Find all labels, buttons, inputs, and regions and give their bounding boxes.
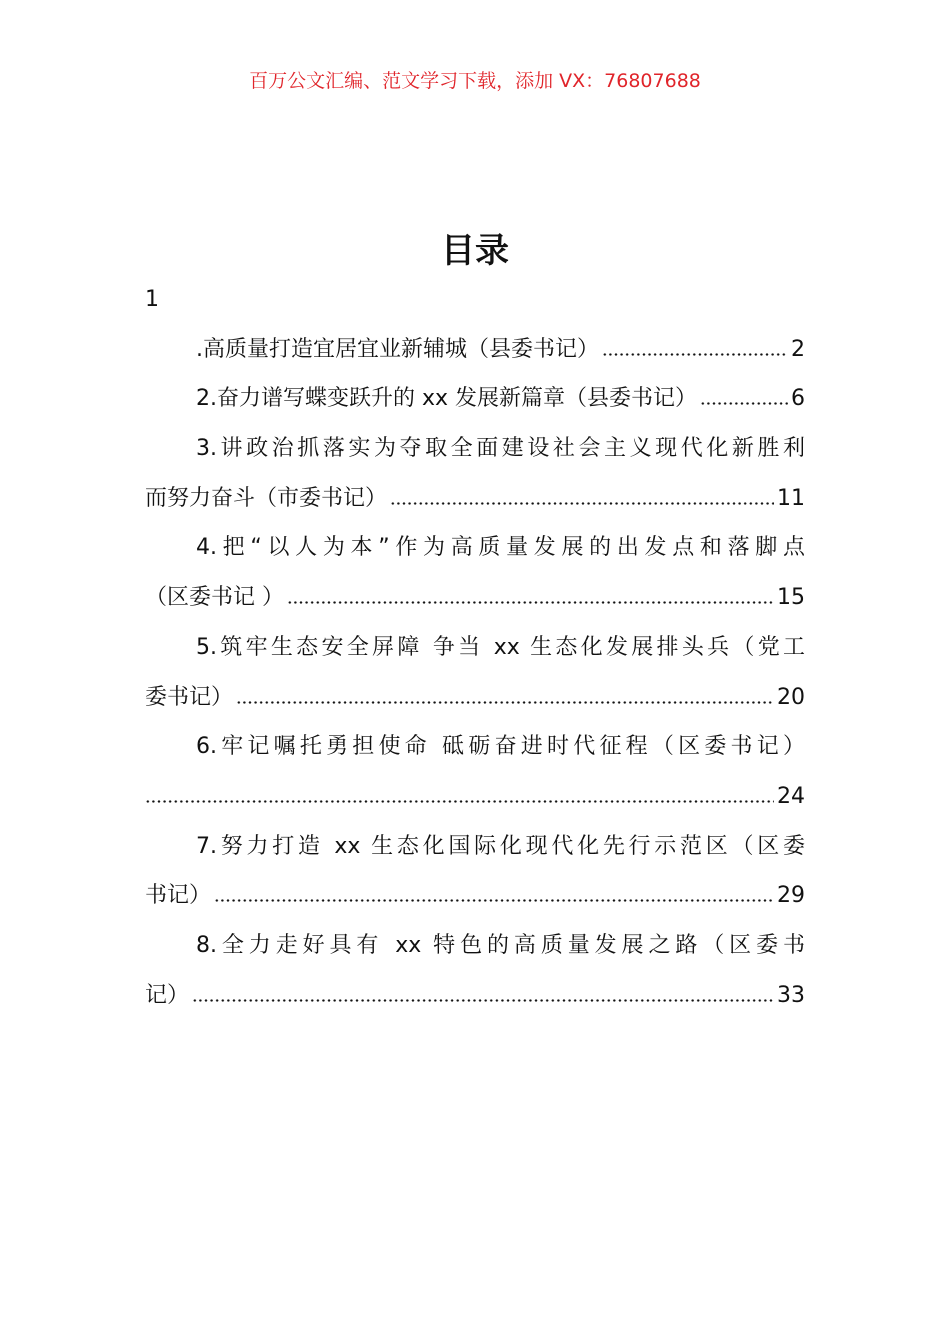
toc-entry-title: 8.全力走好具有 xx 特色的高质量发展之路（区委书 <box>196 932 805 958</box>
toc-entry-title: .高质量打造宜居宜业新辅城（县委书记） <box>196 336 599 362</box>
dot-leader <box>236 701 774 704</box>
toc-entry-title-cont: （区委书记 ） <box>145 585 284 611</box>
toc-entry-title-cont: 而努力奋斗（市委书记） <box>145 485 388 511</box>
toc-page-number: 6 <box>791 386 805 412</box>
toc-entry-title-cont: 委书记） <box>145 684 234 710</box>
toc-entry-6[interactable] <box>145 722 805 821</box>
toc-page-number: 33 <box>777 982 805 1008</box>
toc-entry-1[interactable] <box>145 325 805 375</box>
toc-entry-4[interactable] <box>145 523 805 622</box>
toc-entry-3[interactable] <box>145 424 805 523</box>
toc-page-number: 24 <box>777 783 805 809</box>
toc-entry-title: 7.努力打造 xx 生态化国际化现代化先行示范区（区委 <box>196 833 805 859</box>
dot-leader <box>700 402 788 405</box>
dot-leader <box>602 353 788 356</box>
toc-entry-5[interactable] <box>145 623 805 722</box>
toc-entry-8[interactable] <box>145 921 805 1020</box>
toc-page-number: 2 <box>791 336 805 362</box>
toc-entry-title: 5.筑牢生态安全屏障 争当 xx 生态化发展排头兵（党工 <box>196 634 805 660</box>
dot-leader <box>145 800 774 803</box>
page-title: 目录 <box>441 231 509 271</box>
dot-leader <box>192 999 774 1002</box>
dot-leader <box>214 899 774 902</box>
toc-entry-title: 3.讲政治抓落实为夺取全面建设社会主义现代化新胜利 <box>196 436 805 462</box>
toc-entry-title: 4.把“以人为本”作为高质量发展的出发点和落脚点 <box>196 535 805 561</box>
toc-page-number: 20 <box>777 684 805 710</box>
toc-entry-title: 2.奋力谱写蝶变跃升的 xx 发展新篇章（县委书记） <box>196 386 698 412</box>
toc-page-number: 15 <box>777 585 805 611</box>
watermark-header: 百万公文汇编、范文学习下载，添加 VX：76807688 <box>249 70 701 92</box>
toc-stray-number: 1 <box>145 287 159 312</box>
toc-entry-7[interactable] <box>145 822 805 921</box>
toc-entry-title-cont: 记） <box>145 982 190 1008</box>
toc-entry-title-cont: 书记） <box>145 883 212 909</box>
dot-leader <box>390 502 774 505</box>
toc-page-number: 29 <box>777 883 805 909</box>
table-of-contents <box>145 275 805 1020</box>
toc-entry-title: 6.牢记嘱托勇担使命 砥砺奋进时代征程（区委书记） <box>196 734 805 760</box>
dot-leader <box>287 601 774 604</box>
toc-page-number: 11 <box>777 485 805 511</box>
toc-entry-2[interactable] <box>145 374 805 424</box>
